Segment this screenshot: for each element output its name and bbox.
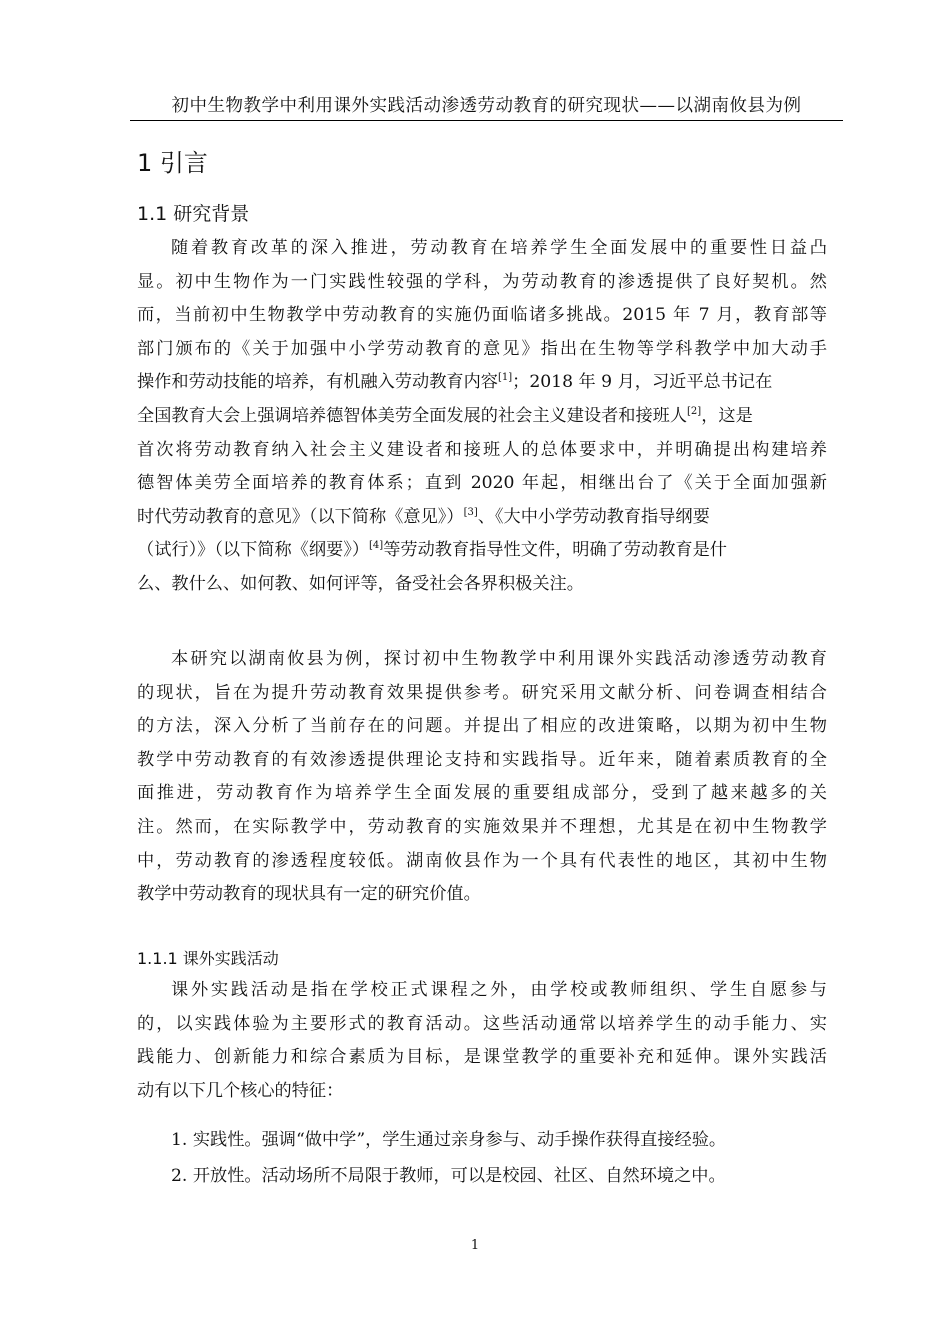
text-line: 动有以下几个核心的特征： bbox=[137, 1080, 344, 1101]
list-item: 1. 实践性。强调“做中学”，学生通过亲身参与、动手操作获得直接经验。 bbox=[171, 1130, 727, 1150]
text-line: 部门颁布的《关于加强中小学劳动教育的意见》指出在生物等学科教学中加大动手 bbox=[137, 338, 827, 359]
text-line: 的现状，旨在为提升劳动教育效果提供参考。研究采用文献分析、问卷调查相结合 bbox=[137, 682, 827, 703]
citation-ref: [4] bbox=[369, 540, 384, 552]
page-number: 1 bbox=[470, 1238, 480, 1253]
text-line: 注。然而，在实际教学中，劳动教育的实施效果并不理想，尤其是在初中生物教学 bbox=[137, 816, 827, 837]
text-line: 教学中劳动教育的有效渗透提供理论支持和实践指导。近年来，随着素质教育的全 bbox=[137, 749, 827, 770]
text-line: 么、教什么、如何教、如何评等，备受社会各界积极关注。 bbox=[137, 573, 584, 594]
running-header: 初中生物教学中利用课外实践活动渗透劳动教育的研究现状——以湖南攸县为例 bbox=[130, 92, 843, 121]
text-line bbox=[137, 534, 827, 568]
text-line: 面推进，劳动教育作为培养学生全面发展的重要组成部分，受到了越来越多的关 bbox=[137, 783, 827, 804]
text-line bbox=[137, 501, 827, 535]
text-span: ；2018 年 9 月，习近平总书记在 bbox=[512, 372, 773, 393]
text-span: （试行）》（以下简称《纲要》） bbox=[137, 540, 370, 561]
text-line: 而，当前初中生物教学中劳动教育的实施仍面临诸多挑战。2015 年 7 月，教育部等 bbox=[137, 305, 827, 326]
text-span: 全国教育大会上强调培养德智体美劳全面发展的社会主义建设者和接班人 bbox=[137, 405, 688, 426]
text-span: 时代劳动教育的意见》（以下简称《意见》） bbox=[137, 506, 464, 527]
text-line: 践能力、创新能力和综合素质为目标，是课堂教学的重要补充和延伸。课外实践活 bbox=[137, 1047, 827, 1068]
text-line: 的方法，深入分析了当前存在的问题。并提出了相应的改进策略，以期为初中生物 bbox=[137, 716, 827, 737]
paragraph-activities bbox=[137, 974, 827, 1108]
paragraph-study-overview bbox=[137, 643, 827, 912]
citation-ref: [1] bbox=[497, 372, 513, 384]
text-span: 、《大中小学劳动教育指导纲要 bbox=[477, 506, 710, 527]
subsection-heading: 1.1.1 课外实践活动 bbox=[137, 949, 279, 968]
text-line bbox=[137, 400, 827, 434]
text-line: 随着教育改革的深入推进，劳动教育在培养学生全面发展中的重要性日益凸 bbox=[171, 238, 827, 258]
citation-ref: [3] bbox=[463, 506, 478, 518]
text-line: 首次将劳动教育纳入社会主义建设者和接班人的总体要求中，并明确提出构建培养 bbox=[137, 439, 827, 460]
text-line: 本研究以湖南攸县为例，探讨初中生物教学中利用课外实践活动渗透劳动教育 bbox=[171, 649, 827, 669]
text-line: 教学中劳动教育的现状具有一定的研究价值。 bbox=[137, 884, 481, 905]
list-item: 2. 开放性。活动场所不局限于教师，可以是校园、社区、自然环境之中。 bbox=[171, 1166, 726, 1186]
chapter-heading: 1 引言 bbox=[137, 149, 208, 177]
text-span: 操作和劳动技能的培养，有机融入劳动教育内容 bbox=[137, 372, 498, 393]
text-span: ，这是 bbox=[701, 405, 753, 426]
text-line bbox=[137, 366, 827, 400]
paragraph-background bbox=[137, 232, 827, 602]
text-line: 中，劳动教育的渗透程度较低。湖南攸县作为一个具有代表性的地区，其初中生物 bbox=[137, 850, 827, 871]
text-line: 德智体美劳全面培养的教育体系；直到 2020 年起，相继出台了《关于全面加强新 bbox=[137, 473, 827, 494]
text-span: 等劳动教育指导性文件，明确了劳动教育是什 bbox=[383, 540, 727, 561]
text-line: 课外实践活动是指在学校正式课程之外，由学校或教师组织、学生自愿参与 bbox=[171, 980, 827, 1000]
citation-ref: [2] bbox=[687, 405, 702, 417]
text-line: 显。初中生物作为一门实践性较强的学科，为劳动教育的渗透提供了良好契机。然 bbox=[137, 271, 827, 292]
section-heading: 1.1 研究背景 bbox=[137, 203, 250, 225]
text-line: 的，以实践体验为主要形式的教育活动。这些活动通常以培养学生的动手能力、实 bbox=[137, 1013, 827, 1034]
